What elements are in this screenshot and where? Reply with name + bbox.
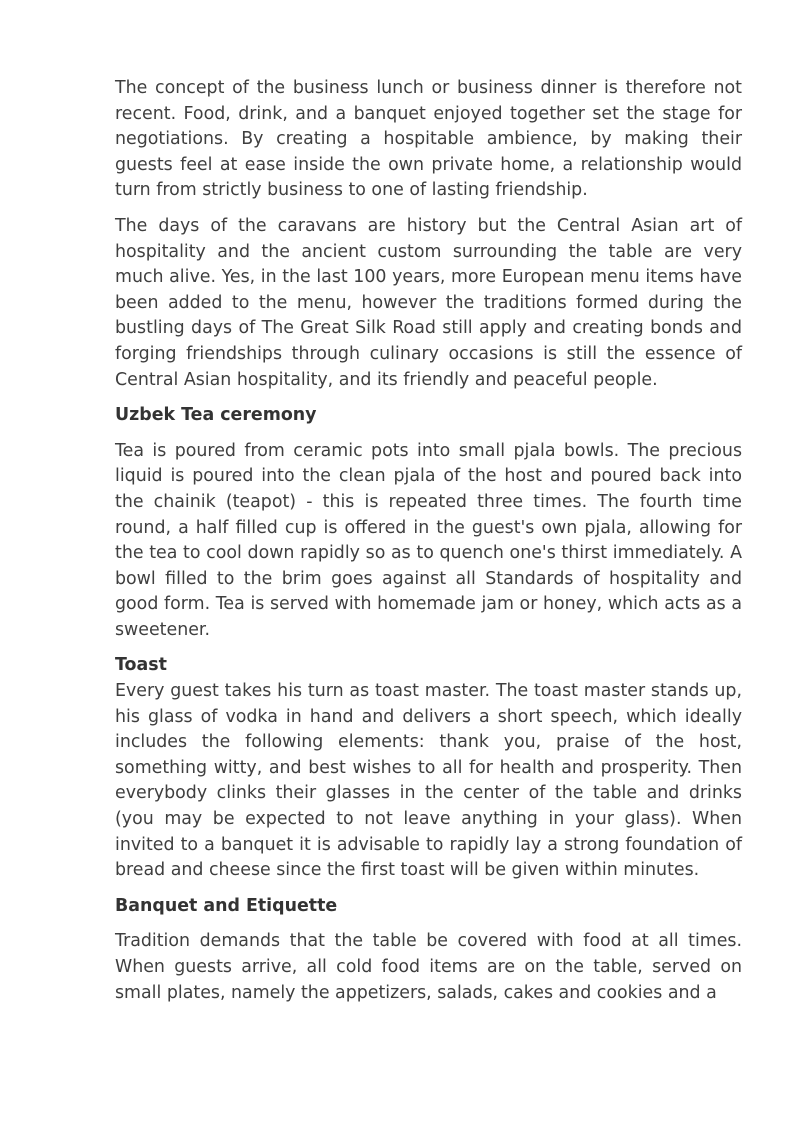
heading-toast: Toast <box>115 655 167 676</box>
paragraph-business-lunch: The concept of the business lunch or business dinner is therefore not recent. Food, drink, and a banquet enjoyed together set the stage for negotiations. By creating a hospitable ambience, by making their guests feel at ease inside the own private home, a relationship would turn from strictly business to one of lasting friendship. <box>115 78 742 201</box>
paragraph-toast: Every guest takes his turn as toast master. The toast master stands up, his glass of vodka in hand and delivers a short speech, which ideally includes the following elements: thank you, praise of the host, something witty, and best wishes to all for health and prosperity. Then everybody clinks their glasses in the center of the table and drinks (you may be expected to not leave anything in your glass). When invited to a banquet it is advisable to rapidly lay a strong foundation of bread and cheese since the first toast will be given within minutes. <box>115 681 742 881</box>
document-page <box>115 76 742 1006</box>
paragraph-banquet: Tradition demands that the table be covered with food at all times. When guests arrive, all cold food items are on the table, served on small plates, namely the appetizers, salads, cakes and cookies and a <box>115 931 742 1003</box>
paragraph-caravans: The days of the caravans are history but the Central Asian art of hospitality and the ancient custom surrounding the table are very much alive. Yes, in the last 100 years, more European menu items have been added to the menu, however the traditions formed during the bustling days of The Great Silk Road still apply and creating bonds and forging friendships through culinary occasions is still the essence of Central Asian hospitality, and its friendly and peaceful people. <box>115 215 742 390</box>
heading-banquet-etiquette: Banquet and Etiquette <box>115 895 338 916</box>
paragraph-tea-ceremony: Tea is poured from ceramic pots into small pjala bowls. The precious liquid is poured into the clean pjala of the host and poured back into the chainik (teapot) - this is repeated three times. The fourth time round, a half filled cup is offered in the guest's own pjala, allowing for the tea to cool down rapidly so as to quench one's thirst immediately. A bowl filled to the brim goes against all Standards of hospitality and good form. Tea is served with homemade jam or honey, which acts as a sweetener. <box>115 440 742 640</box>
heading-tea-ceremony: Uzbek Tea ceremony <box>115 405 317 426</box>
